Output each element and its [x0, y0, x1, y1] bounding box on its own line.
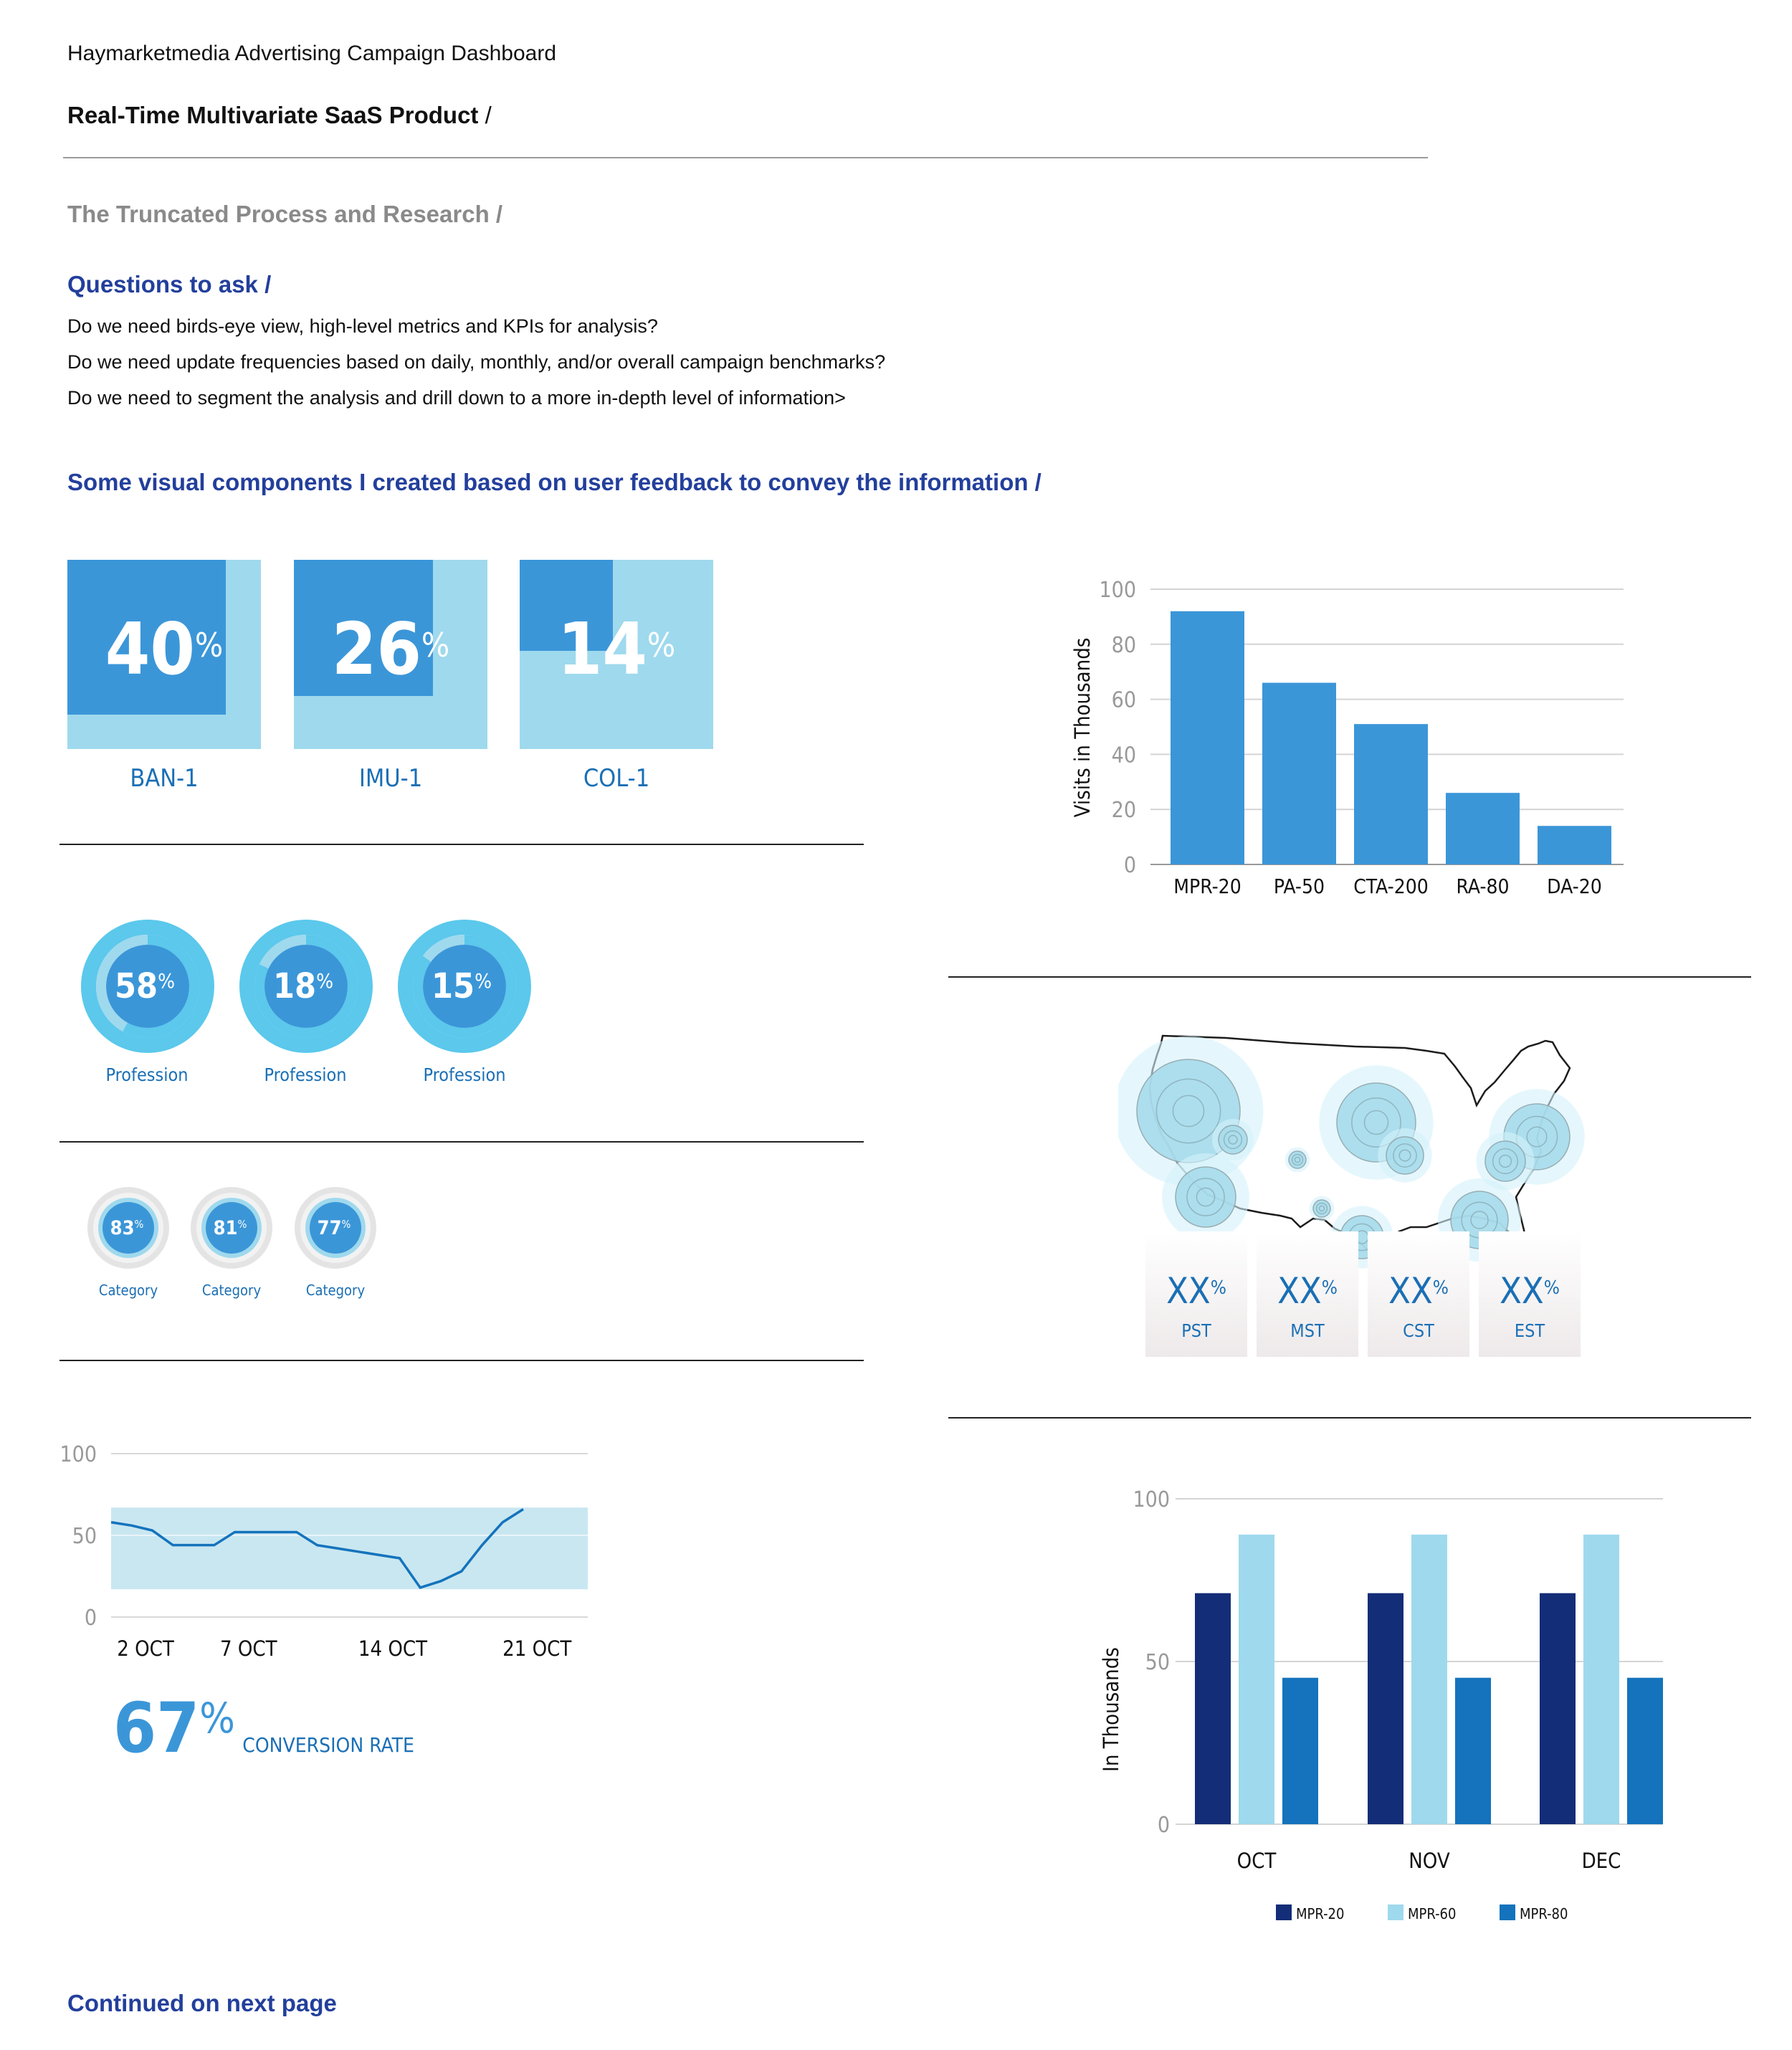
- y-tick-label: 50: [72, 1524, 97, 1549]
- bubble: [1313, 1200, 1330, 1217]
- visits-bar-chart: [1039, 559, 1656, 917]
- bar: [1411, 1535, 1447, 1824]
- continued-note: Continued on next page: [67, 1990, 337, 2016]
- bar: [1583, 1535, 1619, 1824]
- legend-swatch: [1500, 1904, 1515, 1920]
- bar: [1446, 793, 1520, 864]
- ban-percent: %: [194, 626, 224, 664]
- y-tick-label: 20: [1111, 798, 1136, 824]
- zone-label: EST: [1514, 1320, 1545, 1341]
- y-tick-label: 0: [84, 1606, 97, 1631]
- zone-percent: %: [1321, 1277, 1338, 1299]
- bubble: [1386, 1137, 1424, 1174]
- category-rings: [0, 1183, 430, 1283]
- conversion-percent: %: [199, 1694, 235, 1742]
- y-axis-label: Visits in Thousands: [1070, 637, 1095, 818]
- zone-percent: %: [1432, 1277, 1449, 1299]
- y-tick-label: 100: [59, 1442, 97, 1467]
- x-tick-label: NOV: [1409, 1849, 1450, 1873]
- zone-percent: %: [1210, 1277, 1226, 1299]
- conversion-rate-kpi: [113, 1688, 414, 1768]
- ring-number: 15: [431, 966, 475, 1006]
- zone-value: [1145, 1270, 1247, 1312]
- ban-value: [67, 607, 261, 691]
- section-divider: [59, 844, 864, 845]
- bar: [1368, 1593, 1403, 1824]
- legend-label: MPR-80: [1520, 1905, 1568, 1922]
- zone-label: CST: [1403, 1320, 1434, 1341]
- ban-percent: %: [421, 626, 450, 664]
- section-divider: [59, 1360, 864, 1361]
- x-tick-label: 7 OCT: [219, 1636, 277, 1661]
- ban-label: IMU-1: [358, 764, 423, 793]
- zone-value: [1368, 1270, 1469, 1312]
- profession-label: Profession: [423, 1064, 506, 1085]
- subtitle-slash: /: [478, 102, 492, 128]
- ban-value: [294, 607, 487, 691]
- process-heading: The Truncated Process and Research /: [67, 201, 503, 227]
- legend-label: MPR-60: [1408, 1905, 1457, 1922]
- category-number: 83: [110, 1217, 135, 1239]
- zone-label: MST: [1290, 1320, 1325, 1341]
- zone-number: XX: [1166, 1270, 1211, 1312]
- bar: [1195, 1593, 1231, 1824]
- x-tick-label: 14 OCT: [358, 1636, 428, 1661]
- category-number: 77: [317, 1217, 342, 1239]
- y-tick-label: 50: [1145, 1650, 1170, 1675]
- section-divider: [948, 976, 1751, 978]
- zone-value: [1257, 1270, 1358, 1312]
- ban-number: 40: [105, 607, 195, 691]
- ring-number: 58: [114, 966, 158, 1006]
- bar: [1171, 611, 1244, 864]
- ban-value: [520, 607, 713, 691]
- bar: [1354, 724, 1428, 864]
- ring-number: 18: [272, 966, 317, 1006]
- zone-number: XX: [1500, 1270, 1544, 1312]
- conversion-label: CONVERSION RATE: [242, 1733, 414, 1757]
- bar: [1262, 683, 1336, 864]
- x-tick-label: OCT: [1236, 1849, 1277, 1873]
- x-tick-label: PA-50: [1273, 874, 1325, 898]
- bubble: [1485, 1141, 1525, 1181]
- target-band: [111, 1507, 588, 1589]
- category-label: Category: [305, 1282, 366, 1299]
- category-label: Category: [201, 1282, 262, 1299]
- x-tick-label: 2 OCT: [117, 1636, 174, 1661]
- question-item: Do we need update frequencies based on daily, monthly, and/or overall campaign benchmarks?: [67, 351, 886, 373]
- x-tick-label: CTA-200: [1353, 874, 1429, 898]
- profession-label: Profession: [105, 1064, 189, 1085]
- x-tick-label: 21 OCT: [502, 1636, 572, 1661]
- ban-percent: %: [647, 626, 676, 664]
- ring-percent: %: [316, 969, 334, 993]
- dashboard-title: Haymarketmedia Advertising Campaign Dashboard: [67, 42, 557, 65]
- conversion-value: 67: [113, 1688, 200, 1768]
- profession-label: Profession: [264, 1064, 347, 1085]
- zone-label: PST: [1181, 1320, 1211, 1341]
- ban-number: 26: [331, 607, 421, 691]
- zone-number: XX: [1388, 1270, 1433, 1312]
- x-tick-label: RA-80: [1456, 874, 1510, 898]
- bar: [1540, 1593, 1576, 1824]
- conversion-line-chart: [0, 1434, 645, 1677]
- bar: [1239, 1535, 1274, 1824]
- product-subtitle-text: Real-Time Multivariate SaaS Product: [67, 102, 479, 128]
- section-divider: [59, 1141, 864, 1143]
- question-item: Do we need to segment the analysis and drill down to a more in-depth level of information>: [67, 387, 846, 409]
- category-percent: %: [134, 1218, 144, 1231]
- bubble: [1176, 1167, 1236, 1227]
- visual-components-heading: Some visual components I created based on user feedback to convey the information /: [67, 469, 1042, 495]
- x-tick-label: DA-20: [1547, 874, 1602, 898]
- zone-card: [1145, 1231, 1247, 1357]
- zone-percent: %: [1543, 1277, 1560, 1299]
- questions-heading: Questions to ask /: [67, 271, 272, 297]
- section-divider: [948, 1417, 1751, 1419]
- ban-number: 14: [557, 607, 647, 691]
- y-tick-label: 100: [1133, 1487, 1170, 1512]
- category-percent: %: [341, 1218, 351, 1231]
- zone-card: [1479, 1231, 1581, 1357]
- legend-swatch: [1388, 1904, 1403, 1920]
- zone-value: [1479, 1270, 1581, 1312]
- category-label: Category: [98, 1282, 158, 1299]
- ban-label: COL-1: [583, 764, 650, 793]
- bubble: [1219, 1125, 1247, 1154]
- bubble: [1289, 1151, 1306, 1168]
- category-percent: %: [237, 1218, 247, 1231]
- zone-card: [1368, 1231, 1469, 1357]
- ring-percent: %: [475, 969, 492, 993]
- monthly-grouped-bar-chart: [1075, 1477, 1720, 1935]
- zone-card: [1257, 1231, 1358, 1357]
- bar: [1538, 826, 1611, 864]
- question-item: Do we need birds-eye view, high-level metrics and KPIs for analysis?: [67, 315, 658, 337]
- y-tick-label: 0: [1157, 1813, 1170, 1838]
- y-tick-label: 100: [1099, 578, 1136, 603]
- header-divider: [63, 157, 1428, 158]
- ring-percent: %: [158, 969, 176, 993]
- x-tick-label: DEC: [1581, 1849, 1621, 1873]
- category-number: 81: [213, 1217, 238, 1239]
- product-subtitle: [67, 102, 492, 129]
- ban-label: BAN-1: [130, 764, 199, 793]
- y-tick-label: 40: [1111, 743, 1136, 768]
- bar: [1627, 1678, 1663, 1824]
- zone-number: XX: [1277, 1270, 1322, 1312]
- y-tick-label: 0: [1123, 853, 1136, 878]
- legend-swatch: [1276, 1904, 1292, 1920]
- bar: [1282, 1678, 1318, 1824]
- bar: [1455, 1678, 1491, 1824]
- y-tick-label: 60: [1111, 687, 1136, 713]
- legend-label: MPR-20: [1296, 1905, 1345, 1922]
- x-tick-label: MPR-20: [1173, 874, 1241, 898]
- y-tick-label: 80: [1111, 632, 1136, 658]
- y-axis-label: In Thousands: [1099, 1647, 1123, 1772]
